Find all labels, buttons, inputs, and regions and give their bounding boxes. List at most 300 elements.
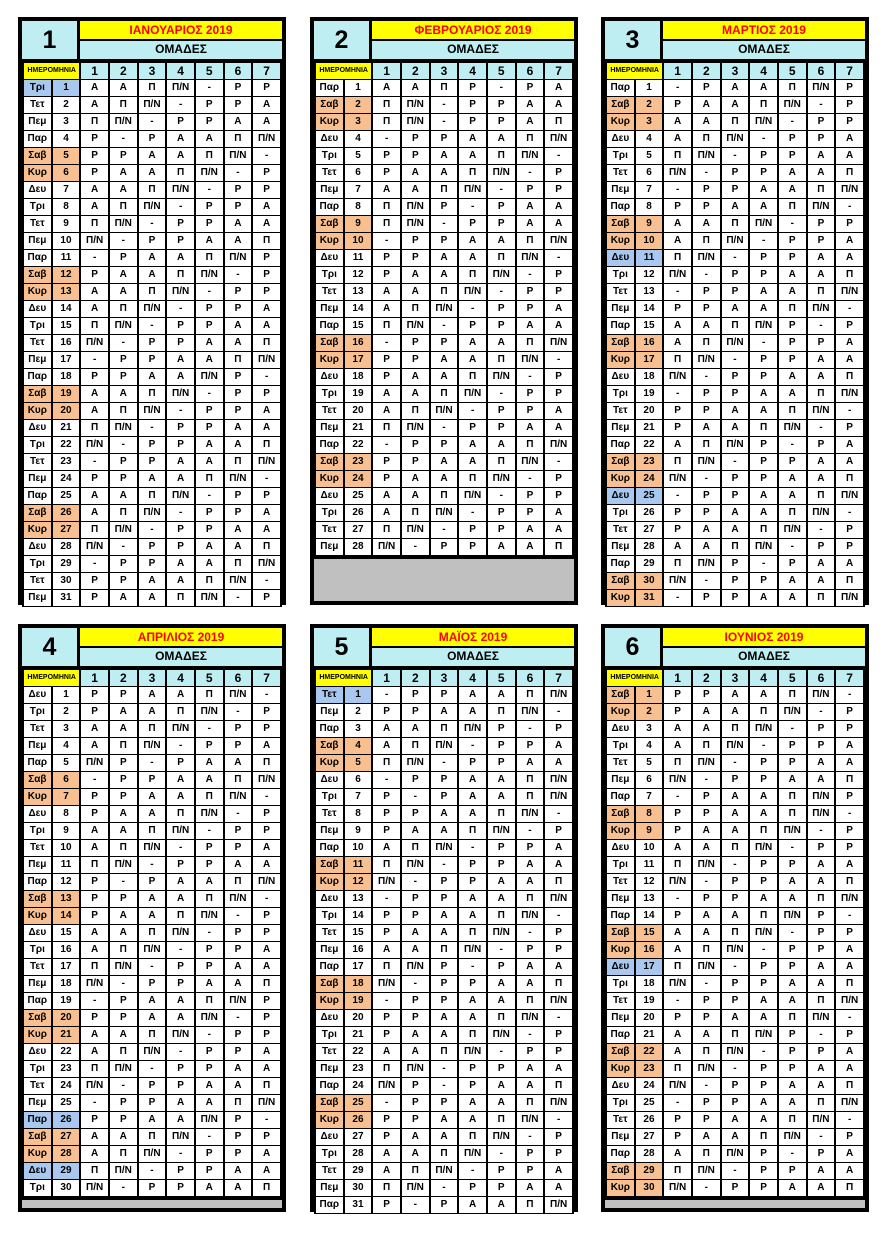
shift-cell: Π/Ν <box>110 1061 137 1077</box>
weekday-cell: Τρι <box>607 386 634 402</box>
shift-cell: Π <box>664 250 691 266</box>
shift-cell: - <box>664 488 691 504</box>
shift-cell: - <box>808 97 835 113</box>
table-row <box>607 114 863 130</box>
table-row <box>316 148 572 164</box>
day-number-cell: 22 <box>53 437 80 453</box>
day-number-cell: 28 <box>345 1146 372 1162</box>
shift-cell: Α <box>373 284 400 300</box>
shift-cell: - <box>836 1010 863 1026</box>
shift-cell: Ρ <box>225 1044 252 1060</box>
weekday-cell: Κυρ <box>607 471 634 487</box>
day-number-cell: 26 <box>345 505 372 521</box>
shift-cell: Α <box>81 942 108 958</box>
shift-cell: - <box>488 386 515 402</box>
shift-cell: Π/Ν <box>664 772 691 788</box>
shift-cell: - <box>488 1146 515 1162</box>
shift-cell: Α <box>253 522 280 538</box>
table-row <box>607 505 863 521</box>
shift-cell: Α <box>459 704 486 720</box>
shift-cell: Π/Ν <box>431 403 458 419</box>
shift-cell: Α <box>836 755 863 771</box>
shift-cell: Π <box>431 182 458 198</box>
shift-cell: Ρ <box>373 1112 400 1128</box>
table-row <box>24 1078 280 1094</box>
shift-cell: Ρ <box>81 874 108 890</box>
group-column-header: 2 <box>110 63 137 79</box>
shift-cell: - <box>167 942 194 958</box>
shift-cell: Π <box>139 182 166 198</box>
day-number-cell: 10 <box>345 233 372 249</box>
shift-cell: Α <box>836 454 863 470</box>
shift-cell: Ρ <box>81 573 108 589</box>
shift-cell: Π/Ν <box>545 772 572 788</box>
shift-cell: Π <box>545 874 572 890</box>
shift-cell: - <box>722 959 749 975</box>
day-number-cell: 27 <box>53 522 80 538</box>
day-number-cell: 28 <box>345 539 372 555</box>
shift-cell: - <box>545 454 572 470</box>
weekday-cell: Κυρ <box>607 233 634 249</box>
shift-cell: Ρ <box>196 301 223 317</box>
day-number-cell: 19 <box>345 386 372 402</box>
shift-cell: Π <box>110 505 137 521</box>
shift-cell: - <box>431 318 458 334</box>
shift-cell: Π/Ν <box>808 1010 835 1026</box>
weekday-cell: Παρ <box>316 318 343 334</box>
shift-cell: Π <box>488 704 515 720</box>
shift-cell: Ρ <box>750 471 777 487</box>
shift-cell: Ρ <box>808 738 835 754</box>
shift-cell: Α <box>779 993 806 1009</box>
shift-cell: Ρ <box>664 908 691 924</box>
shift-cell: Ρ <box>81 1010 108 1026</box>
shift-cell: Π <box>459 471 486 487</box>
shift-cell: Ρ <box>836 789 863 805</box>
shift-cell: - <box>779 539 806 555</box>
weekday-cell: Δευ <box>607 250 634 266</box>
shift-cell: Α <box>431 471 458 487</box>
shift-cell: Π <box>402 738 429 754</box>
shift-cell: Ρ <box>693 806 720 822</box>
shift-cell: Α <box>81 505 108 521</box>
shift-cell: Π <box>517 1197 544 1213</box>
empty-area <box>314 559 574 601</box>
shift-cell: - <box>836 199 863 215</box>
group-column-header: 4 <box>459 670 486 686</box>
weekday-cell: Τετ <box>607 165 634 181</box>
shift-cell: Ρ <box>459 522 486 538</box>
shift-cell: Ρ <box>196 505 223 521</box>
day-number-cell: 22 <box>53 1044 80 1060</box>
shift-cell: Π <box>808 182 835 198</box>
shift-cell: Ρ <box>459 755 486 771</box>
shift-cell: - <box>253 1112 280 1128</box>
shift-cell: Ρ <box>750 857 777 873</box>
shift-cell: Π <box>517 789 544 805</box>
shift-cell: Π/Ν <box>402 1061 429 1077</box>
day-number-cell: 13 <box>636 891 663 907</box>
shift-cell: Α <box>225 976 252 992</box>
shift-cell: Ρ <box>431 993 458 1009</box>
shift-cell: Α <box>722 687 749 703</box>
shift-cell: - <box>167 301 194 317</box>
shift-cell: Ρ <box>253 908 280 924</box>
shift-cell: Π <box>836 165 863 181</box>
shift-cell: Ρ <box>750 959 777 975</box>
shift-cell: Ρ <box>779 352 806 368</box>
shift-cell: Π/Ν <box>373 976 400 992</box>
shift-cell: Α <box>722 522 749 538</box>
shift-cell: Α <box>373 1146 400 1162</box>
day-number-cell: 5 <box>345 148 372 164</box>
shift-cell: - <box>722 148 749 164</box>
shift-cell: - <box>808 318 835 334</box>
shift-cell: Π/Ν <box>693 556 720 572</box>
table-row <box>607 1010 863 1026</box>
shift-cell: Α <box>81 721 108 737</box>
shift-cell: Α <box>402 267 429 283</box>
shift-cell: Α <box>253 199 280 215</box>
weekday-cell: Δευ <box>607 840 634 856</box>
shift-cell: Α <box>81 80 108 96</box>
weekday-cell: Πεμ <box>24 590 51 606</box>
shift-cell: Ρ <box>402 1078 429 1094</box>
empty-area <box>22 1200 282 1208</box>
shift-cell: Ρ <box>225 738 252 754</box>
shift-cell: Π <box>459 823 486 839</box>
weekday-cell: Τετ <box>316 1044 343 1060</box>
weekday-cell: Κυρ <box>316 1112 343 1128</box>
shift-cell: Α <box>431 1027 458 1043</box>
shift-cell: Α <box>664 233 691 249</box>
day-number-cell: 25 <box>636 1095 663 1111</box>
day-number-cell: 16 <box>636 335 663 351</box>
table-row <box>607 216 863 232</box>
table-row <box>607 301 863 317</box>
shift-cell: Π <box>836 1180 863 1196</box>
shift-cell: Α <box>110 284 137 300</box>
group-column-header: 7 <box>253 670 280 686</box>
shift-cell: Α <box>545 857 572 873</box>
shift-cell: Ρ <box>750 1146 777 1162</box>
weekday-cell: Κυρ <box>607 704 634 720</box>
day-number-cell: 23 <box>53 454 80 470</box>
table-row <box>24 131 280 147</box>
shift-cell: - <box>693 369 720 385</box>
weekday-cell: Τρι <box>316 789 343 805</box>
shift-cell: Ρ <box>459 318 486 334</box>
shift-cell: - <box>110 437 137 453</box>
shift-cell: Π <box>373 857 400 873</box>
shift-cell: Ρ <box>225 80 252 96</box>
weekday-cell: Κυρ <box>607 823 634 839</box>
shift-cell: Ρ <box>253 590 280 606</box>
shift-cell: Α <box>253 942 280 958</box>
shift-cell: Ρ <box>693 284 720 300</box>
shift-cell: Α <box>750 1095 777 1111</box>
shift-cell: Α <box>545 505 572 521</box>
day-number-cell: 29 <box>636 556 663 572</box>
shift-cell: Π <box>110 199 137 215</box>
shift-cell: Α <box>459 131 486 147</box>
weekday-cell: Δευ <box>24 1044 51 1060</box>
shift-cell: Ρ <box>431 1095 458 1111</box>
shift-cell: Α <box>459 772 486 788</box>
day-number-cell: 20 <box>53 1010 80 1026</box>
day-number-cell: 8 <box>636 806 663 822</box>
shift-cell: Π/Ν <box>664 1078 691 1094</box>
shift-cell: - <box>373 437 400 453</box>
day-number-cell: 27 <box>636 1129 663 1145</box>
day-number-cell: 22 <box>345 437 372 453</box>
shift-cell: Ρ <box>253 1027 280 1043</box>
shift-cell: Π/Ν <box>779 908 806 924</box>
shift-cell: - <box>750 233 777 249</box>
group-column-header: 7 <box>836 63 863 79</box>
groups-label: ΟΜΑΔΕΣ <box>372 39 574 59</box>
shift-cell: - <box>373 891 400 907</box>
shift-cell: Α <box>836 959 863 975</box>
shift-cell: Ρ <box>808 216 835 232</box>
shift-cell: Π <box>488 250 515 266</box>
weekday-cell: Πεμ <box>607 420 634 436</box>
shift-cell: Π <box>722 114 749 130</box>
table-row <box>24 925 280 941</box>
shift-cell: Π/Ν <box>517 250 544 266</box>
month-header <box>314 21 574 59</box>
weekday-cell: Δευ <box>316 1129 343 1145</box>
shift-cell: Α <box>722 908 749 924</box>
shift-cell: Ρ <box>167 1163 194 1179</box>
shift-cell: Π/Ν <box>722 437 749 453</box>
shift-cell: Ρ <box>808 908 835 924</box>
shift-cell: Π/Ν <box>693 454 720 470</box>
shift-cell: - <box>373 131 400 147</box>
shift-cell: Π <box>431 284 458 300</box>
shift-cell: Α <box>517 318 544 334</box>
day-number-cell: 15 <box>53 318 80 334</box>
shift-cell: Π/Ν <box>167 721 194 737</box>
shift-cell: Α <box>402 488 429 504</box>
shift-cell: Α <box>81 284 108 300</box>
table-row <box>24 335 280 351</box>
shift-cell: Α <box>167 1095 194 1111</box>
shift-cell: Π/Ν <box>167 182 194 198</box>
shift-cell: Ρ <box>196 97 223 113</box>
shift-cell: Π <box>693 131 720 147</box>
shift-cell: Ρ <box>253 165 280 181</box>
shift-cell: - <box>517 267 544 283</box>
table-row <box>24 1146 280 1162</box>
day-number-cell: 5 <box>345 755 372 771</box>
shift-cell: Ρ <box>722 772 749 788</box>
day-number-cell: 7 <box>345 789 372 805</box>
day-number-cell: 12 <box>636 267 663 283</box>
shift-cell: Π <box>81 1061 108 1077</box>
shift-cell: Ρ <box>373 704 400 720</box>
table-row <box>607 488 863 504</box>
weekday-cell: Τρι <box>24 1180 51 1196</box>
shift-cell: Π/Ν <box>808 505 835 521</box>
shift-cell: Π/Ν <box>167 386 194 402</box>
table-row <box>607 284 863 300</box>
shift-cell: Ρ <box>373 250 400 266</box>
shift-cell: Ρ <box>110 250 137 266</box>
group-column-header: 4 <box>750 670 777 686</box>
shift-cell: Α <box>779 1078 806 1094</box>
shift-cell: Α <box>836 857 863 873</box>
shift-cell: - <box>139 1061 166 1077</box>
shift-cell: Π/Ν <box>373 874 400 890</box>
shift-cell: Ρ <box>488 857 515 873</box>
shift-cell: Ρ <box>836 80 863 96</box>
shift-cell: Ρ <box>81 789 108 805</box>
shift-cell: Π <box>373 97 400 113</box>
shift-cell: Α <box>779 182 806 198</box>
shift-cell: Π <box>225 556 252 572</box>
shift-cell: Α <box>459 250 486 266</box>
shift-cell: - <box>664 80 691 96</box>
shift-cell: Α <box>373 1044 400 1060</box>
shift-cell: Ρ <box>488 1163 515 1179</box>
shift-cell: Α <box>139 250 166 266</box>
group-column-header: 7 <box>253 63 280 79</box>
shift-cell: Π <box>517 772 544 788</box>
shift-cell: Π <box>808 386 835 402</box>
table-header-row <box>316 63 572 79</box>
shift-cell: Π <box>373 318 400 334</box>
shift-cell: Π/Ν <box>402 522 429 538</box>
day-number-cell: 15 <box>345 318 372 334</box>
table-row <box>316 97 572 113</box>
shift-cell: Α <box>808 556 835 572</box>
day-number-cell: 12 <box>53 267 80 283</box>
shift-cell: Π <box>517 891 544 907</box>
shift-cell: Α <box>664 840 691 856</box>
shift-cell: Π/Ν <box>167 284 194 300</box>
shift-cell: Α <box>722 1112 749 1128</box>
weekday-cell: Σαβ <box>607 687 634 703</box>
shift-cell: Π/Ν <box>836 488 863 504</box>
shift-cell: Α <box>545 301 572 317</box>
shift-cell: Α <box>81 403 108 419</box>
shift-cell: Ρ <box>808 437 835 453</box>
shift-cell: Α <box>545 840 572 856</box>
day-number-cell: 25 <box>636 488 663 504</box>
day-number-cell: 24 <box>345 1078 372 1094</box>
shift-cell: Π <box>139 80 166 96</box>
day-number-cell: 10 <box>636 840 663 856</box>
weekday-cell: Παρ <box>24 755 51 771</box>
weekday-cell: Πεμ <box>607 539 634 555</box>
shift-cell: Α <box>722 80 749 96</box>
shift-cell: Ρ <box>431 131 458 147</box>
table-row <box>24 471 280 487</box>
day-number-cell: 8 <box>53 199 80 215</box>
weekday-cell: Σαβ <box>607 454 634 470</box>
day-number-cell: 24 <box>345 471 372 487</box>
shift-cell: Ρ <box>779 959 806 975</box>
shift-cell: Ρ <box>664 823 691 839</box>
shift-cell: Α <box>488 1197 515 1213</box>
weekday-cell: Τρι <box>316 267 343 283</box>
table-row <box>24 386 280 402</box>
shift-cell: Ρ <box>402 131 429 147</box>
shift-cell: Α <box>836 233 863 249</box>
shift-cell: Π/Ν <box>196 704 223 720</box>
shift-cell: Π/Ν <box>545 789 572 805</box>
group-column-header: 4 <box>167 63 194 79</box>
group-column-header: 2 <box>110 670 137 686</box>
shift-cell: Π/Ν <box>779 823 806 839</box>
shift-cell: Π/Ν <box>517 352 544 368</box>
table-row <box>24 114 280 130</box>
shift-cell: Ρ <box>225 199 252 215</box>
shift-cell: Α <box>431 806 458 822</box>
shift-cell: Ρ <box>81 471 108 487</box>
table-row <box>24 556 280 572</box>
shift-cell: Α <box>402 284 429 300</box>
shift-cell: Ρ <box>402 891 429 907</box>
weekday-cell: Τρι <box>607 976 634 992</box>
shift-cell: Ρ <box>167 1061 194 1077</box>
shift-cell: Α <box>81 1044 108 1060</box>
shift-cell: Ρ <box>693 1095 720 1111</box>
shift-cell: Α <box>517 1078 544 1094</box>
group-column-header: 6 <box>225 63 252 79</box>
shift-cell: Α <box>750 284 777 300</box>
shift-cell: Π <box>808 590 835 606</box>
shift-cell: Ρ <box>750 454 777 470</box>
shift-cell: Π <box>517 993 544 1009</box>
shift-cell: - <box>836 403 863 419</box>
weekday-cell: Κυρ <box>24 1146 51 1162</box>
day-number-cell: 4 <box>636 738 663 754</box>
shift-cell: Ρ <box>693 403 720 419</box>
shift-cell: - <box>110 1078 137 1094</box>
month-header <box>605 628 865 666</box>
shift-cell: Ρ <box>373 1197 400 1213</box>
table-row <box>24 874 280 890</box>
table-row <box>607 403 863 419</box>
shift-cell: - <box>431 755 458 771</box>
shift-cell: - <box>110 976 137 992</box>
shift-cell: Ρ <box>722 267 749 283</box>
weekday-cell: Κυρ <box>316 471 343 487</box>
shift-cell: Ρ <box>459 80 486 96</box>
table-row <box>316 216 572 232</box>
shift-cell: Α <box>545 755 572 771</box>
shift-cell: Ρ <box>110 891 137 907</box>
shift-cell: Π/Ν <box>808 789 835 805</box>
weekday-cell: Πεμ <box>316 704 343 720</box>
shift-cell: Π/Ν <box>664 369 691 385</box>
shift-cell: Π/Ν <box>402 199 429 215</box>
day-number-cell: 14 <box>345 301 372 317</box>
shift-cell: Ρ <box>196 318 223 334</box>
shift-cell: Α <box>402 369 429 385</box>
shift-cell: Π/Ν <box>808 403 835 419</box>
month-panel-1 <box>18 17 286 605</box>
shift-cell: Π <box>545 1078 572 1094</box>
shift-cell: Α <box>225 1078 252 1094</box>
shift-cell: Ρ <box>139 437 166 453</box>
shift-cell: Α <box>836 1163 863 1179</box>
shift-cell: Π/Ν <box>693 1061 720 1077</box>
shift-cell: Α <box>196 772 223 788</box>
shift-cell: Ρ <box>750 369 777 385</box>
